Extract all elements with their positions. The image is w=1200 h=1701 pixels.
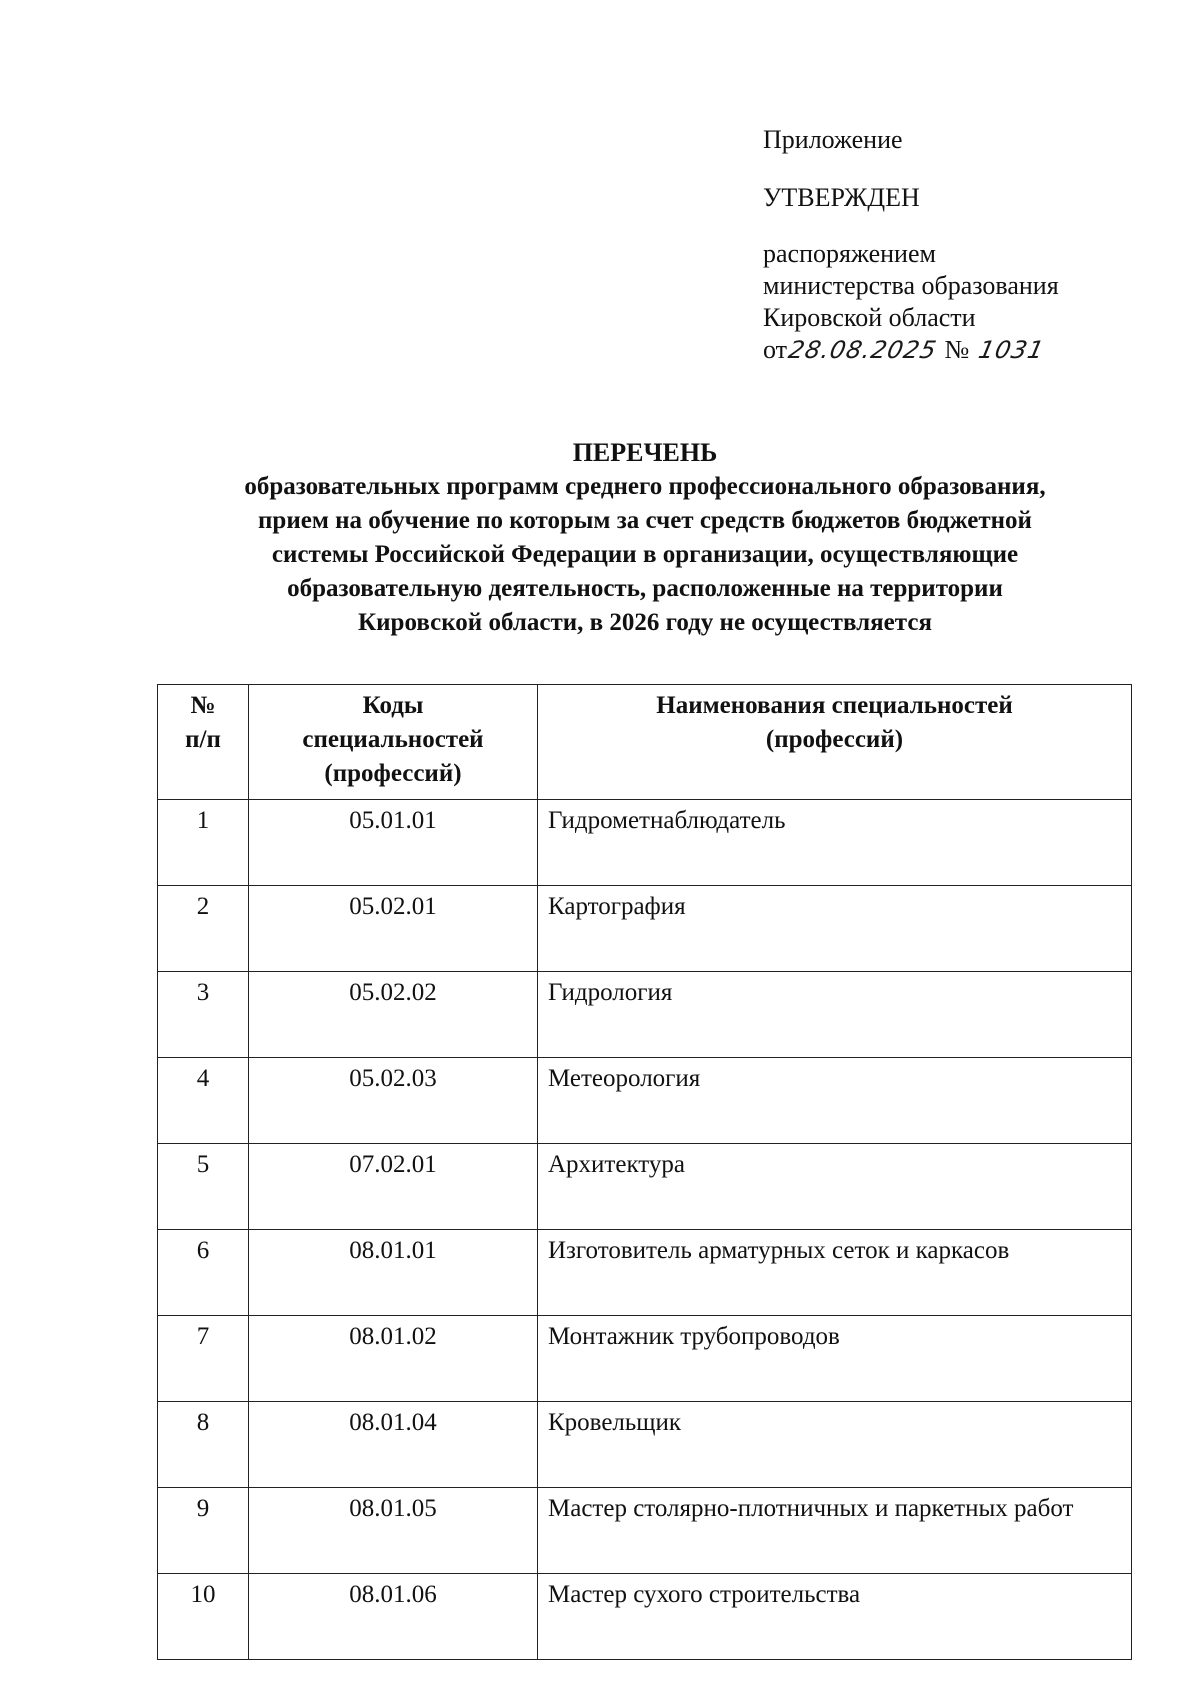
- header-code-line: (профессий): [324, 760, 462, 787]
- row-code: 07.02.01: [249, 1144, 538, 1230]
- row-name: Изготовитель арматурных сеток и каркасов: [538, 1230, 1132, 1316]
- row-name: Гидрология: [538, 972, 1132, 1058]
- header-name: [538, 685, 1132, 800]
- approval-block: [763, 124, 1183, 366]
- approval-line: министерства образования: [763, 271, 1059, 300]
- row-code: 05.02.02: [249, 972, 538, 1058]
- table-row: [158, 1574, 1132, 1660]
- header-num-line: №: [190, 692, 216, 719]
- row-num: 9: [158, 1488, 249, 1574]
- title-line: образовательную деятельность, расположенные на территории: [287, 575, 1003, 602]
- approved-label: УТВЕРЖДЕН: [763, 183, 920, 212]
- order-date-number-line: [763, 334, 1183, 366]
- table-row: [158, 800, 1132, 886]
- row-num: 5: [158, 1144, 249, 1230]
- appendix-label: Приложение: [763, 125, 903, 154]
- header-num: [158, 685, 249, 800]
- title-line: Кировской области, в 2026 году не осуществляется: [358, 609, 932, 636]
- row-name: Архитектура: [538, 1144, 1132, 1230]
- table-row: [158, 1402, 1132, 1488]
- row-code: 08.01.05: [249, 1488, 538, 1574]
- row-name: Гидрометнаблюдатель: [538, 800, 1132, 886]
- table-row: [158, 1144, 1132, 1230]
- table-row: [158, 972, 1132, 1058]
- row-num: 6: [158, 1230, 249, 1316]
- row-name: Мастер сухого строительства: [538, 1574, 1132, 1660]
- row-num: 4: [158, 1058, 249, 1144]
- row-code: 08.01.02: [249, 1316, 538, 1402]
- row-code: 08.01.04: [249, 1402, 538, 1488]
- table-row: [158, 1058, 1132, 1144]
- header-name-line: (профессий): [765, 726, 904, 753]
- row-name: Кровельщик: [538, 1402, 1132, 1488]
- header-code: [249, 685, 538, 800]
- title-line: прием на обучение по которым за счет средств бюджетов бюджетной: [258, 507, 1032, 534]
- row-num: 2: [158, 886, 249, 972]
- header-num-line: п/п: [185, 726, 221, 753]
- row-name: Мастер столярно-плотничных и паркетных работ: [538, 1488, 1132, 1574]
- date-prefix: от: [763, 335, 788, 364]
- document-title: [150, 436, 1140, 640]
- row-num: 3: [158, 972, 249, 1058]
- row-num: 10: [158, 1574, 249, 1660]
- row-code: 08.01.06: [249, 1574, 538, 1660]
- title-heading: ПЕРЕЧЕНЬ: [572, 438, 718, 467]
- table-row: [158, 886, 1132, 972]
- title-line: системы Российской Федерации в организации, осуществляющие: [271, 541, 1019, 568]
- row-name: Картография: [538, 886, 1132, 972]
- row-code: 05.02.01: [249, 886, 538, 972]
- row-name: Монтажник трубопроводов: [538, 1316, 1132, 1402]
- header-code-line: специальностей: [302, 726, 484, 753]
- header-code-line: Коды: [362, 692, 424, 719]
- approval-line: распоряжением: [763, 239, 936, 268]
- row-code: 08.01.01: [249, 1230, 538, 1316]
- row-code: 05.01.01: [249, 800, 538, 886]
- row-name: Метеорология: [538, 1058, 1132, 1144]
- handwritten-number: 1031: [976, 336, 1048, 364]
- row-code: 05.02.03: [249, 1058, 538, 1144]
- table-row: [158, 1316, 1132, 1402]
- programs-table: [157, 684, 1132, 1660]
- table-header-row: [158, 685, 1132, 800]
- row-num: 8: [158, 1402, 249, 1488]
- number-sign: №: [944, 335, 970, 364]
- row-num: 1: [158, 800, 249, 886]
- header-name-line: Наименования специальностей: [656, 692, 1013, 719]
- approval-line: Кировской области: [763, 303, 976, 332]
- row-num: 7: [158, 1316, 249, 1402]
- table-row: [158, 1230, 1132, 1316]
- title-line: образовательных программ среднего профессионального образования,: [244, 473, 1046, 500]
- table-row: [158, 1488, 1132, 1574]
- handwritten-date: 28.08.2025: [786, 336, 940, 364]
